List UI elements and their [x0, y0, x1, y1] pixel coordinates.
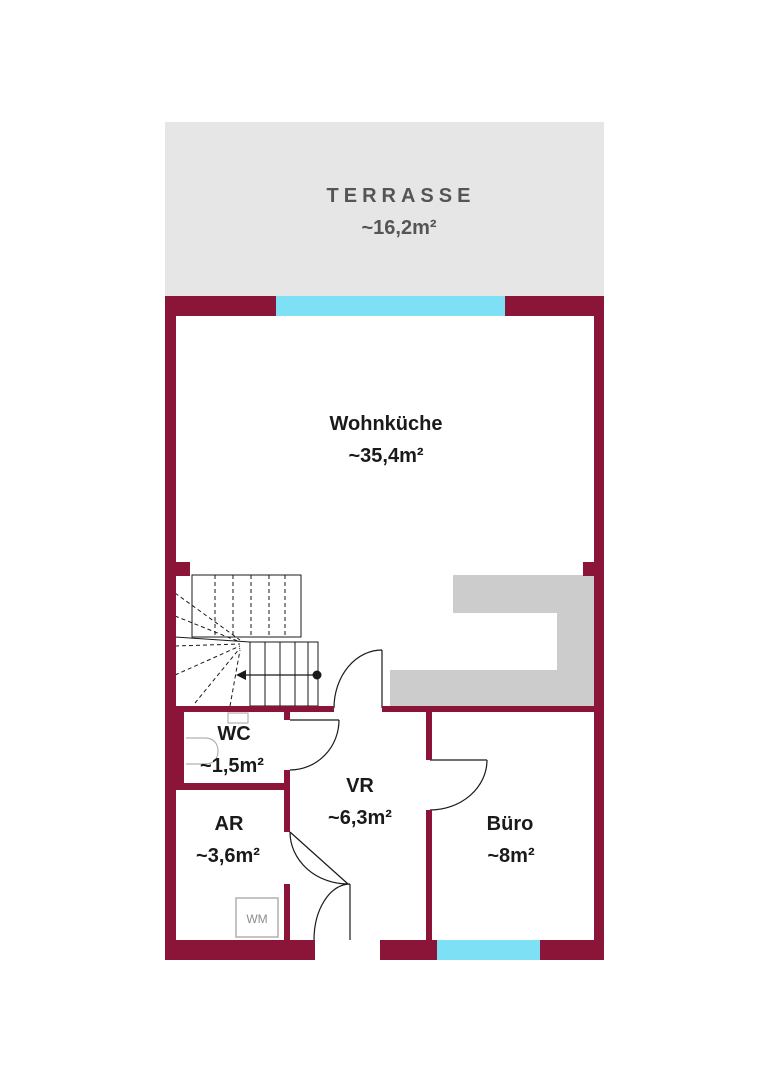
washing-machine-label: WM	[246, 912, 268, 926]
terrace-label: TERRASSE	[326, 185, 476, 207]
ar-label: AR	[214, 813, 244, 835]
window-terrace	[276, 296, 505, 316]
door-ar	[290, 832, 348, 884]
wc-label: WC	[217, 723, 251, 745]
door-kitchen	[334, 650, 382, 708]
staircase	[175, 575, 318, 706]
stair-start-dot	[313, 671, 322, 680]
wc-area-label: ~1,5m²	[200, 755, 264, 777]
wohnkueche-area-label: ~35,4m²	[348, 445, 424, 467]
ar-area-label: ~3,6m²	[196, 845, 260, 867]
buero-area-label: ~8m²	[487, 845, 535, 867]
terrace-area-label: ~16,2m²	[361, 217, 437, 239]
vr-label: VR	[346, 775, 374, 797]
door-buero	[430, 760, 487, 810]
terrace-area	[165, 122, 604, 296]
vr-area-label: ~6,3m²	[328, 807, 392, 829]
buero-label: Büro	[486, 813, 534, 835]
window-buero	[437, 940, 540, 960]
kitchen-counter	[390, 575, 595, 708]
stair-arrow-icon	[236, 670, 246, 680]
door-entrance	[314, 884, 350, 940]
door-wc	[290, 720, 339, 770]
wohnkueche-label: Wohnküche	[329, 413, 443, 435]
